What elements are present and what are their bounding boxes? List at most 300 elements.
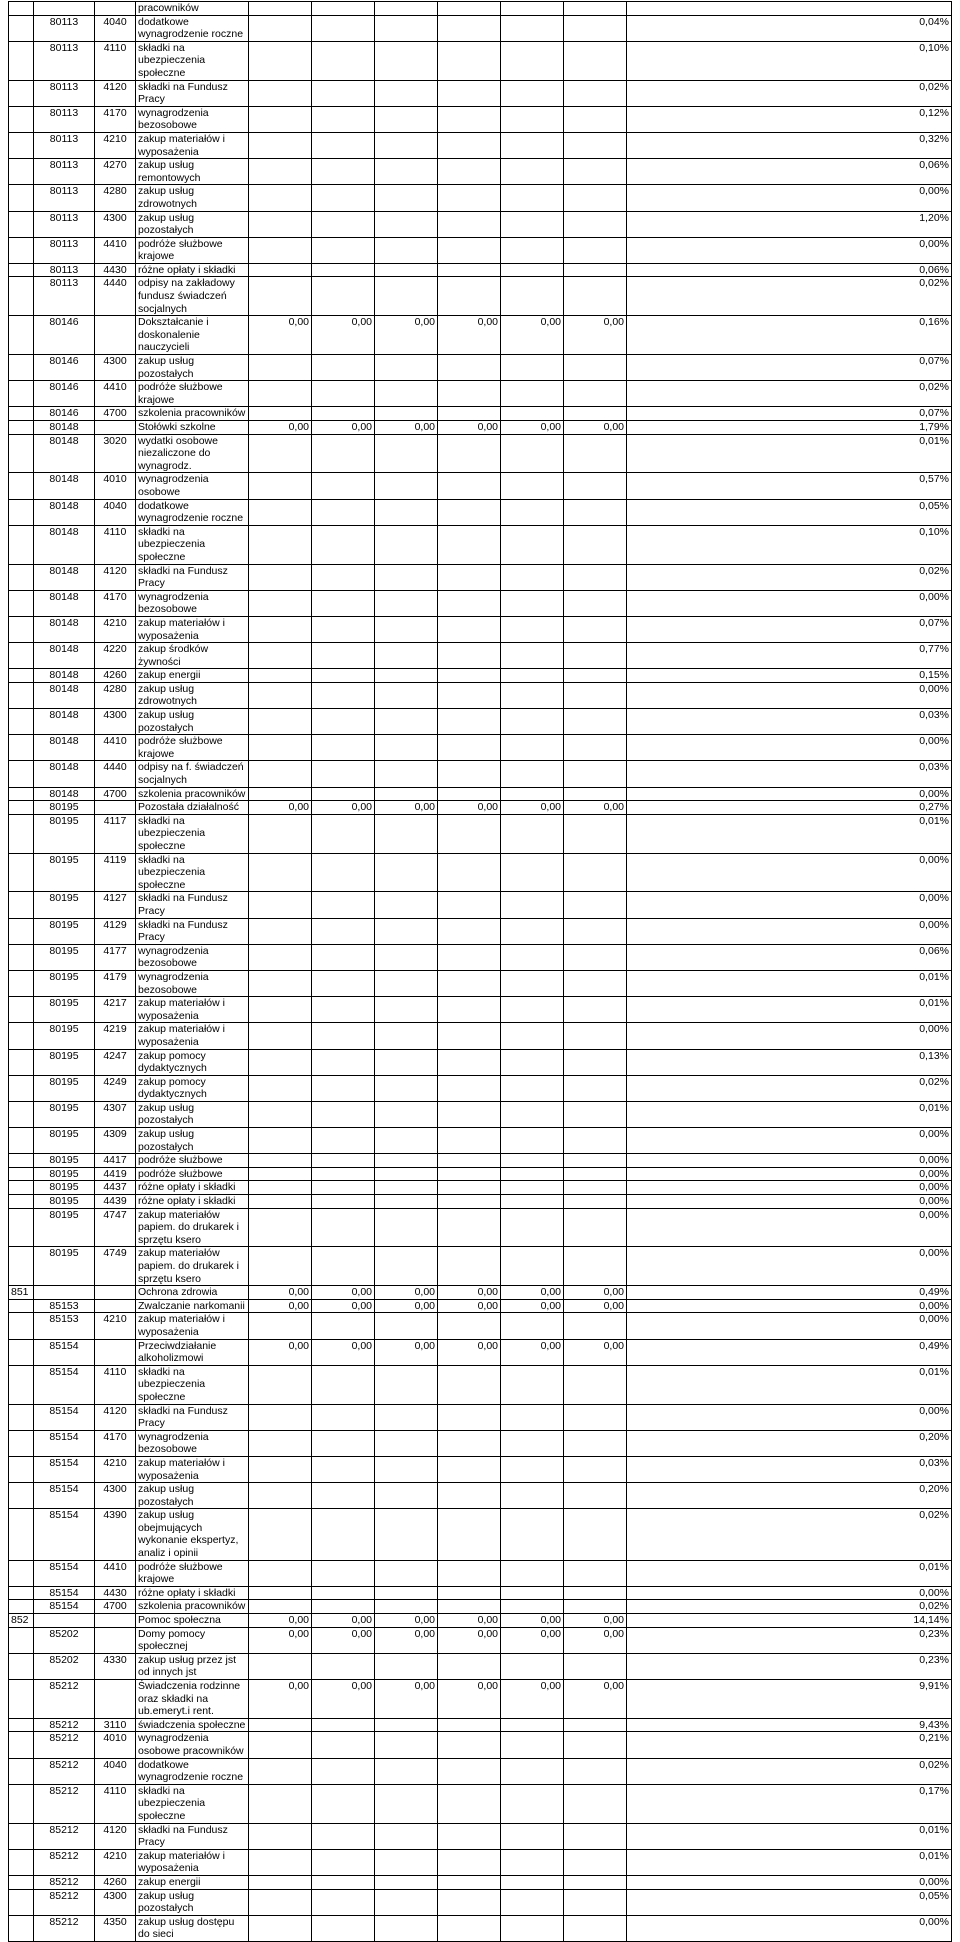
value-cell: 0,00 (312, 316, 375, 355)
value-cell: 0,00 (501, 421, 564, 435)
value-cell (375, 1889, 438, 1915)
rozdzial-cell: 80148 (34, 682, 95, 708)
percent-cell: 0,07% (627, 407, 952, 421)
value-cell (438, 669, 501, 683)
value-cell (249, 1365, 312, 1404)
rozdzial-cell: 85212 (34, 1889, 95, 1915)
table-row (9, 316, 952, 355)
rozdzial-cell: 85212 (34, 1758, 95, 1784)
budget-table-body (9, 2, 952, 1942)
percent-cell: 0,00% (627, 787, 952, 801)
value-cell (249, 1784, 312, 1823)
value-cell (375, 643, 438, 669)
paragraf-cell (95, 1627, 136, 1653)
paragraf-cell: 4280 (95, 185, 136, 211)
value-cell (501, 1718, 564, 1732)
table-row (9, 1600, 952, 1614)
nazwa-cell: zakup materiałów i wyposażenia (136, 1023, 249, 1049)
dzial-cell (9, 1195, 34, 1209)
value-cell (375, 1167, 438, 1181)
value-cell (249, 381, 312, 407)
percent-cell: 0,12% (627, 106, 952, 132)
value-cell: 0,00 (564, 1627, 627, 1653)
paragraf-cell: 4249 (95, 1075, 136, 1101)
value-cell (438, 1758, 501, 1784)
value-cell (438, 590, 501, 616)
value-cell: 0,00 (249, 316, 312, 355)
nazwa-cell: Stołówki szkolne (136, 421, 249, 435)
value-cell (249, 669, 312, 683)
nazwa-cell: podróże służbowe (136, 1167, 249, 1181)
paragraf-cell: 4410 (95, 381, 136, 407)
value-cell: 0,00 (501, 1680, 564, 1719)
nazwa-cell: zakup usług pozostałych (136, 355, 249, 381)
value-cell (249, 1049, 312, 1075)
dzial-cell (9, 1680, 34, 1719)
value-cell (312, 1600, 375, 1614)
table-row (9, 473, 952, 499)
percent-cell: 0,03% (627, 709, 952, 735)
rozdzial-cell: 80146 (34, 316, 95, 355)
percent-cell: 0,02% (627, 1758, 952, 1784)
value-cell (564, 1889, 627, 1915)
nazwa-cell: zakup usług zdrowotnych (136, 682, 249, 708)
rozdzial-cell: 85202 (34, 1653, 95, 1679)
rozdzial-cell: 80195 (34, 1023, 95, 1049)
percent-cell: 9,43% (627, 1718, 952, 1732)
rozdzial-cell: 80195 (34, 892, 95, 918)
value-cell: 0,00 (375, 1339, 438, 1365)
value-cell (501, 499, 564, 525)
value-cell: 0,00 (249, 801, 312, 815)
value-cell: 0,00 (501, 1299, 564, 1313)
value-cell: 0,00 (564, 1299, 627, 1313)
nazwa-cell: zakup materiałów i wyposażenia (136, 1456, 249, 1482)
value-cell (564, 1049, 627, 1075)
value-cell (249, 1509, 312, 1560)
paragraf-cell: 4010 (95, 473, 136, 499)
nazwa-cell: wynagrodzenia osobowe pracowników (136, 1732, 249, 1758)
rozdzial-cell (34, 1286, 95, 1300)
rozdzial-cell: 80148 (34, 761, 95, 787)
value-cell (312, 1195, 375, 1209)
nazwa-cell: zakup usług pozostałych (136, 1889, 249, 1915)
dzial-cell (9, 1247, 34, 1286)
rozdzial-cell: 85154 (34, 1365, 95, 1404)
value-cell (564, 669, 627, 683)
value-cell (501, 1784, 564, 1823)
value-cell (249, 643, 312, 669)
dzial-cell (9, 1167, 34, 1181)
percent-cell: 0,00% (627, 185, 952, 211)
paragraf-cell: 4210 (95, 1313, 136, 1339)
table-row (9, 263, 952, 277)
value-cell (312, 814, 375, 853)
value-cell (249, 1456, 312, 1482)
nazwa-cell: zakup materiałów i wyposażenia (136, 1313, 249, 1339)
value-cell (501, 1430, 564, 1456)
percent-cell: 0,02% (627, 277, 952, 316)
paragraf-cell: 4700 (95, 407, 136, 421)
nazwa-cell: Przeciwdziałanie alkoholizmowi (136, 1339, 249, 1365)
rozdzial-cell: 80113 (34, 185, 95, 211)
value-cell (312, 41, 375, 80)
paragraf-cell: 4117 (95, 814, 136, 853)
value-cell: 0,00 (249, 1339, 312, 1365)
paragraf-cell: 4419 (95, 1167, 136, 1181)
value-cell (312, 499, 375, 525)
percent-cell: 0,00% (627, 1915, 952, 1941)
value-cell (501, 853, 564, 892)
nazwa-cell: szkolenia pracowników (136, 1600, 249, 1614)
dzial-cell (9, 1483, 34, 1509)
value-cell (501, 1195, 564, 1209)
value-cell (249, 499, 312, 525)
value-cell (375, 434, 438, 473)
value-cell (564, 1181, 627, 1195)
value-cell (438, 185, 501, 211)
nazwa-cell: wynagrodzenia bezosobowe (136, 944, 249, 970)
value-cell (564, 407, 627, 421)
value-cell (312, 1167, 375, 1181)
table-row (9, 525, 952, 564)
value-cell (312, 277, 375, 316)
rozdzial-cell: 85212 (34, 1718, 95, 1732)
value-cell (375, 80, 438, 106)
nazwa-cell: zakup usług obejmujących wykonanie ekspertyz, analiz i opinii (136, 1509, 249, 1560)
value-cell: 0,00 (249, 1299, 312, 1313)
rozdzial-cell (34, 2, 95, 16)
dzial-cell (9, 1784, 34, 1823)
paragraf-cell: 4010 (95, 1732, 136, 1758)
value-cell (312, 709, 375, 735)
value-cell: 0,00 (438, 1286, 501, 1300)
value-cell (312, 211, 375, 237)
value-cell (375, 15, 438, 41)
value-cell: 0,00 (312, 1627, 375, 1653)
value-cell (249, 41, 312, 80)
nazwa-cell: Pomoc społeczna (136, 1614, 249, 1628)
value-cell (564, 1365, 627, 1404)
table-row (9, 1823, 952, 1849)
nazwa-cell: wynagrodzenia bezosobowe (136, 590, 249, 616)
paragraf-cell: 3110 (95, 1718, 136, 1732)
table-row (9, 1404, 952, 1430)
percent-cell: 0,05% (627, 499, 952, 525)
value-cell (501, 41, 564, 80)
paragraf-cell: 4700 (95, 787, 136, 801)
value-cell (564, 682, 627, 708)
paragraf-cell: 4300 (95, 709, 136, 735)
value-cell (501, 525, 564, 564)
nazwa-cell: składki na Fundusz Pracy (136, 918, 249, 944)
value-cell (312, 1128, 375, 1154)
value-cell (375, 277, 438, 316)
percent-cell: 0,00% (627, 1208, 952, 1247)
value-cell (249, 1075, 312, 1101)
percent-cell: 0,49% (627, 1339, 952, 1365)
value-cell (438, 814, 501, 853)
value-cell (564, 892, 627, 918)
paragraf-cell (95, 1614, 136, 1628)
percent-cell: 0,23% (627, 1653, 952, 1679)
value-cell (312, 525, 375, 564)
value-cell: 0,00 (501, 1627, 564, 1653)
value-cell (564, 211, 627, 237)
value-cell (375, 106, 438, 132)
percent-cell: 0,07% (627, 355, 952, 381)
percent-cell: 1,79% (627, 421, 952, 435)
value-cell (438, 132, 501, 158)
paragraf-cell: 4700 (95, 1600, 136, 1614)
value-cell: 0,00 (312, 1614, 375, 1628)
dzial-cell (9, 41, 34, 80)
value-cell (312, 682, 375, 708)
value-cell (438, 1600, 501, 1614)
dzial-cell (9, 944, 34, 970)
percent-cell: 0,00% (627, 1247, 952, 1286)
rozdzial-cell: 80148 (34, 669, 95, 683)
value-cell: 0,00 (249, 421, 312, 435)
dzial-cell (9, 1758, 34, 1784)
dzial-cell (9, 1732, 34, 1758)
dzial-cell (9, 106, 34, 132)
table-row (9, 1483, 952, 1509)
paragraf-cell: 4747 (95, 1208, 136, 1247)
table-row (9, 1430, 952, 1456)
rozdzial-cell: 85154 (34, 1404, 95, 1430)
table-row (9, 1915, 952, 1941)
value-cell (438, 918, 501, 944)
value-cell (438, 616, 501, 642)
value-cell (564, 643, 627, 669)
value-cell (564, 1208, 627, 1247)
dzial-cell (9, 1299, 34, 1313)
value-cell: 0,00 (564, 801, 627, 815)
paragraf-cell: 4120 (95, 1404, 136, 1430)
value-cell (249, 1732, 312, 1758)
value-cell (438, 1915, 501, 1941)
value-cell (501, 2, 564, 16)
dzial-cell (9, 525, 34, 564)
value-cell (438, 970, 501, 996)
value-cell (501, 263, 564, 277)
value-cell (249, 787, 312, 801)
value-cell (501, 1313, 564, 1339)
rozdzial-cell: 85154 (34, 1509, 95, 1560)
paragraf-cell: 4210 (95, 1849, 136, 1875)
value-cell (249, 564, 312, 590)
value-cell (375, 1483, 438, 1509)
paragraf-cell: 4219 (95, 1023, 136, 1049)
value-cell (312, 381, 375, 407)
table-row (9, 1195, 952, 1209)
value-cell (312, 1456, 375, 1482)
value-cell: 0,00 (312, 1680, 375, 1719)
paragraf-cell: 4210 (95, 1456, 136, 1482)
nazwa-cell: zakup materiałów papiem. do drukarek i sprzętu ksero (136, 1208, 249, 1247)
value-cell (249, 211, 312, 237)
nazwa-cell: zakup usług pozostałych (136, 1128, 249, 1154)
dzial-cell (9, 407, 34, 421)
nazwa-cell: składki na Fundusz Pracy (136, 564, 249, 590)
value-cell (375, 918, 438, 944)
value-cell (564, 590, 627, 616)
value-cell (249, 1195, 312, 1209)
table-row (9, 1875, 952, 1889)
rozdzial-cell: 85154 (34, 1339, 95, 1365)
value-cell (501, 643, 564, 669)
percent-cell: 0,01% (627, 1560, 952, 1586)
value-cell (249, 15, 312, 41)
rozdzial-cell: 80148 (34, 564, 95, 590)
table-row (9, 1653, 952, 1679)
value-cell (501, 1915, 564, 1941)
rozdzial-cell: 80113 (34, 132, 95, 158)
value-cell (564, 1586, 627, 1600)
value-cell: 0,00 (375, 1627, 438, 1653)
percent-cell: 0,20% (627, 1430, 952, 1456)
value-cell (564, 132, 627, 158)
value-cell (438, 1247, 501, 1286)
value-cell (501, 944, 564, 970)
percent-cell: 0,21% (627, 1732, 952, 1758)
nazwa-cell: dodatkowe wynagrodzenie roczne (136, 1758, 249, 1784)
value-cell (312, 1784, 375, 1823)
value-cell (501, 1758, 564, 1784)
table-row (9, 1509, 952, 1560)
dzial-cell (9, 237, 34, 263)
value-cell (312, 1718, 375, 1732)
rozdzial-cell: 85212 (34, 1823, 95, 1849)
nazwa-cell: zakup usług zdrowotnych (136, 185, 249, 211)
value-cell (249, 407, 312, 421)
dzial-cell (9, 1875, 34, 1889)
table-row (9, 669, 952, 683)
nazwa-cell: szkolenia pracowników (136, 407, 249, 421)
value-cell (438, 1313, 501, 1339)
percent-cell: 0,04% (627, 15, 952, 41)
table-row (9, 918, 952, 944)
value-cell (438, 1049, 501, 1075)
value-cell (438, 787, 501, 801)
percent-cell: 0,02% (627, 381, 952, 407)
paragraf-cell (95, 801, 136, 815)
paragraf-cell: 4430 (95, 263, 136, 277)
value-cell (312, 1365, 375, 1404)
nazwa-cell: zakup usług dostępu do sieci (136, 1915, 249, 1941)
value-cell (312, 355, 375, 381)
percent-cell: 14,14% (627, 1614, 952, 1628)
value-cell (312, 1732, 375, 1758)
value-cell (312, 1915, 375, 1941)
value-cell (312, 616, 375, 642)
value-cell (249, 590, 312, 616)
paragraf-cell: 4270 (95, 159, 136, 185)
value-cell (501, 473, 564, 499)
value-cell (375, 590, 438, 616)
rozdzial-cell: 80148 (34, 473, 95, 499)
percent-cell: 0,00% (627, 1181, 952, 1195)
dzial-cell (9, 853, 34, 892)
nazwa-cell: podróże służbowe krajowe (136, 381, 249, 407)
value-cell (249, 473, 312, 499)
value-cell (501, 407, 564, 421)
value-cell (249, 1154, 312, 1168)
value-cell (564, 525, 627, 564)
percent-cell: 0,02% (627, 80, 952, 106)
value-cell (564, 1456, 627, 1482)
table-row (9, 132, 952, 158)
value-cell (249, 525, 312, 564)
value-cell (564, 1718, 627, 1732)
dzial-cell (9, 814, 34, 853)
paragraf-cell (95, 1680, 136, 1719)
value-cell (564, 1430, 627, 1456)
nazwa-cell: zakup środków żywności (136, 643, 249, 669)
value-cell (438, 1875, 501, 1889)
rozdzial-cell: 85153 (34, 1313, 95, 1339)
value-cell (312, 735, 375, 761)
nazwa-cell: podróże służbowe (136, 1154, 249, 1168)
value-cell (564, 355, 627, 381)
value-cell (312, 1430, 375, 1456)
dzial-cell (9, 1404, 34, 1430)
nazwa-cell: zakup usług pozostałych (136, 1101, 249, 1127)
dzial-cell (9, 970, 34, 996)
dzial-cell (9, 1849, 34, 1875)
table-row (9, 564, 952, 590)
paragraf-cell: 4330 (95, 1653, 136, 1679)
value-cell (438, 1586, 501, 1600)
value-cell (249, 1483, 312, 1509)
percent-cell: 0,00% (627, 590, 952, 616)
value-cell (375, 853, 438, 892)
nazwa-cell: pracowników (136, 2, 249, 16)
percent-cell: 0,06% (627, 263, 952, 277)
value-cell (501, 1509, 564, 1560)
rozdzial-cell: 80113 (34, 41, 95, 80)
value-cell (438, 709, 501, 735)
value-cell (564, 1404, 627, 1430)
paragraf-cell: 4040 (95, 499, 136, 525)
dzial-cell (9, 1128, 34, 1154)
value-cell (375, 2, 438, 16)
value-cell (312, 853, 375, 892)
value-cell (501, 277, 564, 316)
value-cell (375, 1404, 438, 1430)
value-cell (438, 1823, 501, 1849)
dzial-cell (9, 316, 34, 355)
rozdzial-cell: 85154 (34, 1586, 95, 1600)
value-cell: 0,00 (249, 1627, 312, 1653)
table-row (9, 381, 952, 407)
value-cell (249, 132, 312, 158)
table-row (9, 709, 952, 735)
value-cell (375, 1128, 438, 1154)
table-row (9, 1732, 952, 1758)
value-cell (249, 106, 312, 132)
paragraf-cell: 4350 (95, 1915, 136, 1941)
nazwa-cell: składki na ubezpieczenia społeczne (136, 525, 249, 564)
value-cell (501, 1365, 564, 1404)
value-cell (438, 211, 501, 237)
value-cell (438, 1404, 501, 1430)
table-row (9, 997, 952, 1023)
rozdzial-cell: 85154 (34, 1483, 95, 1509)
table-row (9, 1586, 952, 1600)
value-cell (375, 669, 438, 683)
